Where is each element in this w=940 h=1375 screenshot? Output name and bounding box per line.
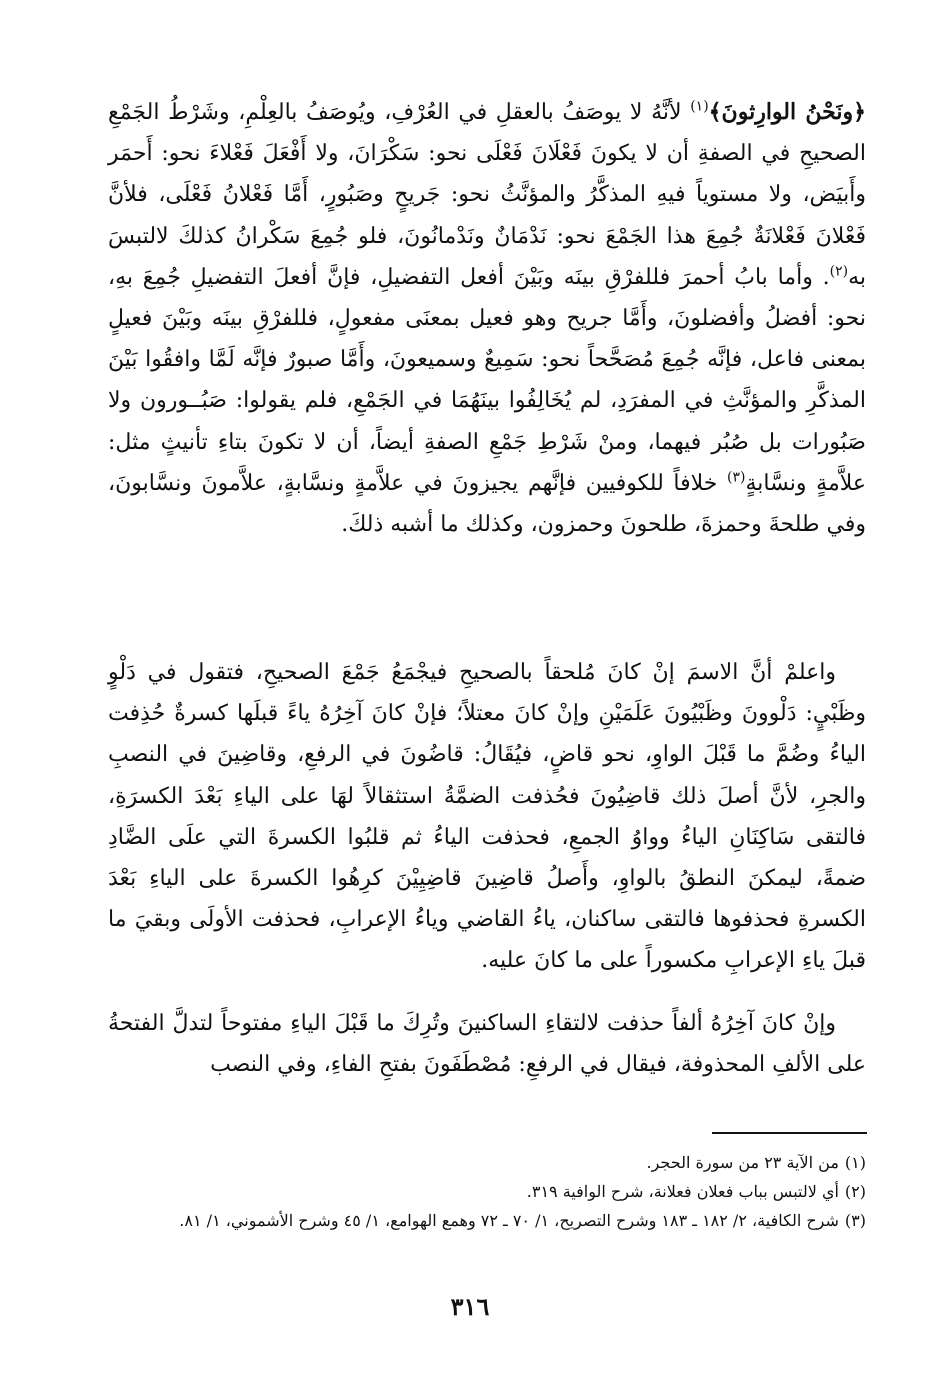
footnote-number: (١) [844, 1153, 866, 1172]
footnote-marker-3: (٣) [727, 469, 746, 486]
page-number: ٣١٦ [450, 1292, 490, 1321]
footnote-marker-2: (٢) [829, 263, 849, 280]
paragraph-1-part-c: خلافاً للكوفيين فإنَّهم يجيزونَ في علاَّمةٍ ونسَّابةٍ، علاَّمونَ ونسَّابونَ، وفي طلحةَ وحمزةَ، طلحونَ وحمزون، وكذلك ما أشبه ذلكَ. [108, 470, 866, 538]
footnote-text: من الآية ٢٣ من سورة الحجر. [646, 1153, 839, 1172]
footnote-number: (٢) [844, 1182, 866, 1201]
footnote-text: أي لالتبس بباب فعلان فعلانة، شرح الوافية ٣١٩. [526, 1182, 839, 1201]
paragraph-1-part-b: . وأما بابُ أحمرَ فللفرْقِ بينَه وبَيْنَ أفعل التفضيلِ، فإنَّ أفعلَ التفضيلِ جُمِعَ بهِ، نحو: أفضلُ وأفضلونَ، وأَمَّا جريح وهو فعيل بمعنَى مفعولٍ، فللفرْقِ بينَه وبَيْنَ فعيلٍ بمعنى فاعل، فإنَّه جُمِعَ مُصَحَّحاً نحو: سَمِيعٌ وسميعونَ، وأَمَّا صبورٌ فإنَّه لَمَّا وافقُوا بَيْنَ المذكَّرِ والمؤنَّثِ في المفرَدِ، لم يُخَالِفُوا بينَهُمَا في الجَمْعِ، فلم يقولوا: صَبُــورون ولا صَبُورات بل صُبُر فيهما، ومنْ شَرْطِ جَمْعِ الصفةِ أيضاً، أن لا تكونَ بتاءِ تأنيثٍ مثل: علاَّمةٍ ونسَّابةٍ [108, 264, 866, 496]
footnote-text: شرح الكافية، ٢/ ١٨٢ ـ ١٨٣ وشرح التصريح، ١/ ٧٠ ـ ٧٢ وهمع الهوامع، ١/ ٤٥ وشرح الأشموني، ١/ ٨١. [179, 1211, 839, 1230]
quran-quote: ﴿ونَحْنُ الوارِثونَ﴾ [708, 99, 866, 125]
footnote-number: (٣) [844, 1211, 866, 1230]
footnote-divider [712, 1132, 867, 1134]
footnote-3 [108, 1206, 866, 1235]
footnotes [108, 1148, 866, 1235]
footnote-marker-1: (١) [690, 98, 709, 115]
footnote-2 [108, 1177, 866, 1206]
paragraph-3: وإنْ كانَ آخِرُهُ ألفاً حذفت لالتقاءِ الساكنينَ وتُرِكَ ما قَبْلَ الياءِ مفتوحاً لتدلَّ الفتحةُ على الألفِ المحذوفة، فيقال في الرفعِ: مُصْطَفَونَ بفتحِ الفاءِ، وفي النصب [108, 1011, 866, 1078]
paragraph-1-part-a: لأنَّهُ لا يوصَفُ بالعقلِ في العُرْفِ، ويُوصَفُ بالعِلْمِ، وشَرْطُ الجَمْعِ الصحيحِ في الصفةِ أن لا يكونَ فَعْلَانَ فَعْلَى نحو: سَكْرَانَ، ولا أَفْعَلَ فَعْلاءَ نحو: أَحمَر وأَبيَض، ولا مستوياً فيهِ المذكَّرُ والمؤنَّثُ نحو: جَريحٍ وصَبُورٍ، أَمَّا فَعْلانُ فَعْلَى، فلأنَّ فَعْلانَ فَعْلانَةٌ جُمِعَ هذا الجَمْعَ نحو: نَدْمَانٌ ونَدْمانُونَ، فلو جُمِعَ سَكْرانُ كذلكَ لالتبسَ به [108, 100, 866, 290]
footnote-1 [108, 1148, 866, 1177]
paragraph-2: واعلمْ أنَّ الاسمَ إنْ كانَ مُلحقاً بالصحيحِ فيجْمَعُ جَمْعَ الصحيحِ، فتقول في دَلْوٍ وظَبْيٍ: دَلْوونَ وظَبْيُونَ عَلَمَيْنِ وإنْ كانَ معتلاً؛ فإنْ كانَ آخِرُهُ ياءً قبلَها كسرةٌ حُذِفت الياءُ وضُمَّ ما قَبْلَ الواوِ، نحو قاضٍ، فيُقَالُ: قاضُونَ في الرفعِ، وقاضِينَ في النصبِ والجرِ، لأنَّ أصلَ ذلك قاضِيُونَ فحُذفت الضمَّةُ استثقالاً لهَا على الياءِ بَعْدَ الكسرَةِ، فالتقى سَاكِنَانِ الياءُ وواوُ الجمعِ، فحذفت الياءُ ثم قلبُوا الكسرةَ التي علَى الضَّادِ ضمةً، ليمكنَ النطقُ بالواوِ، وأَصلُ قاضِينَ قاضِيِيْنَ كرِهُوا الكسرةَ على الياءِ بَعْدَ الكسرةِ فحذفوها فالتقى ساكنان، ياءُ القاضي وياءُ الإعرابِ، فحذفت الأولَى وبقيَ ما قبلَ ياءِ الإعرابِ مكسوراً على ما كانَ عليه. [108, 660, 866, 974]
paragraph-1 [108, 92, 866, 545]
